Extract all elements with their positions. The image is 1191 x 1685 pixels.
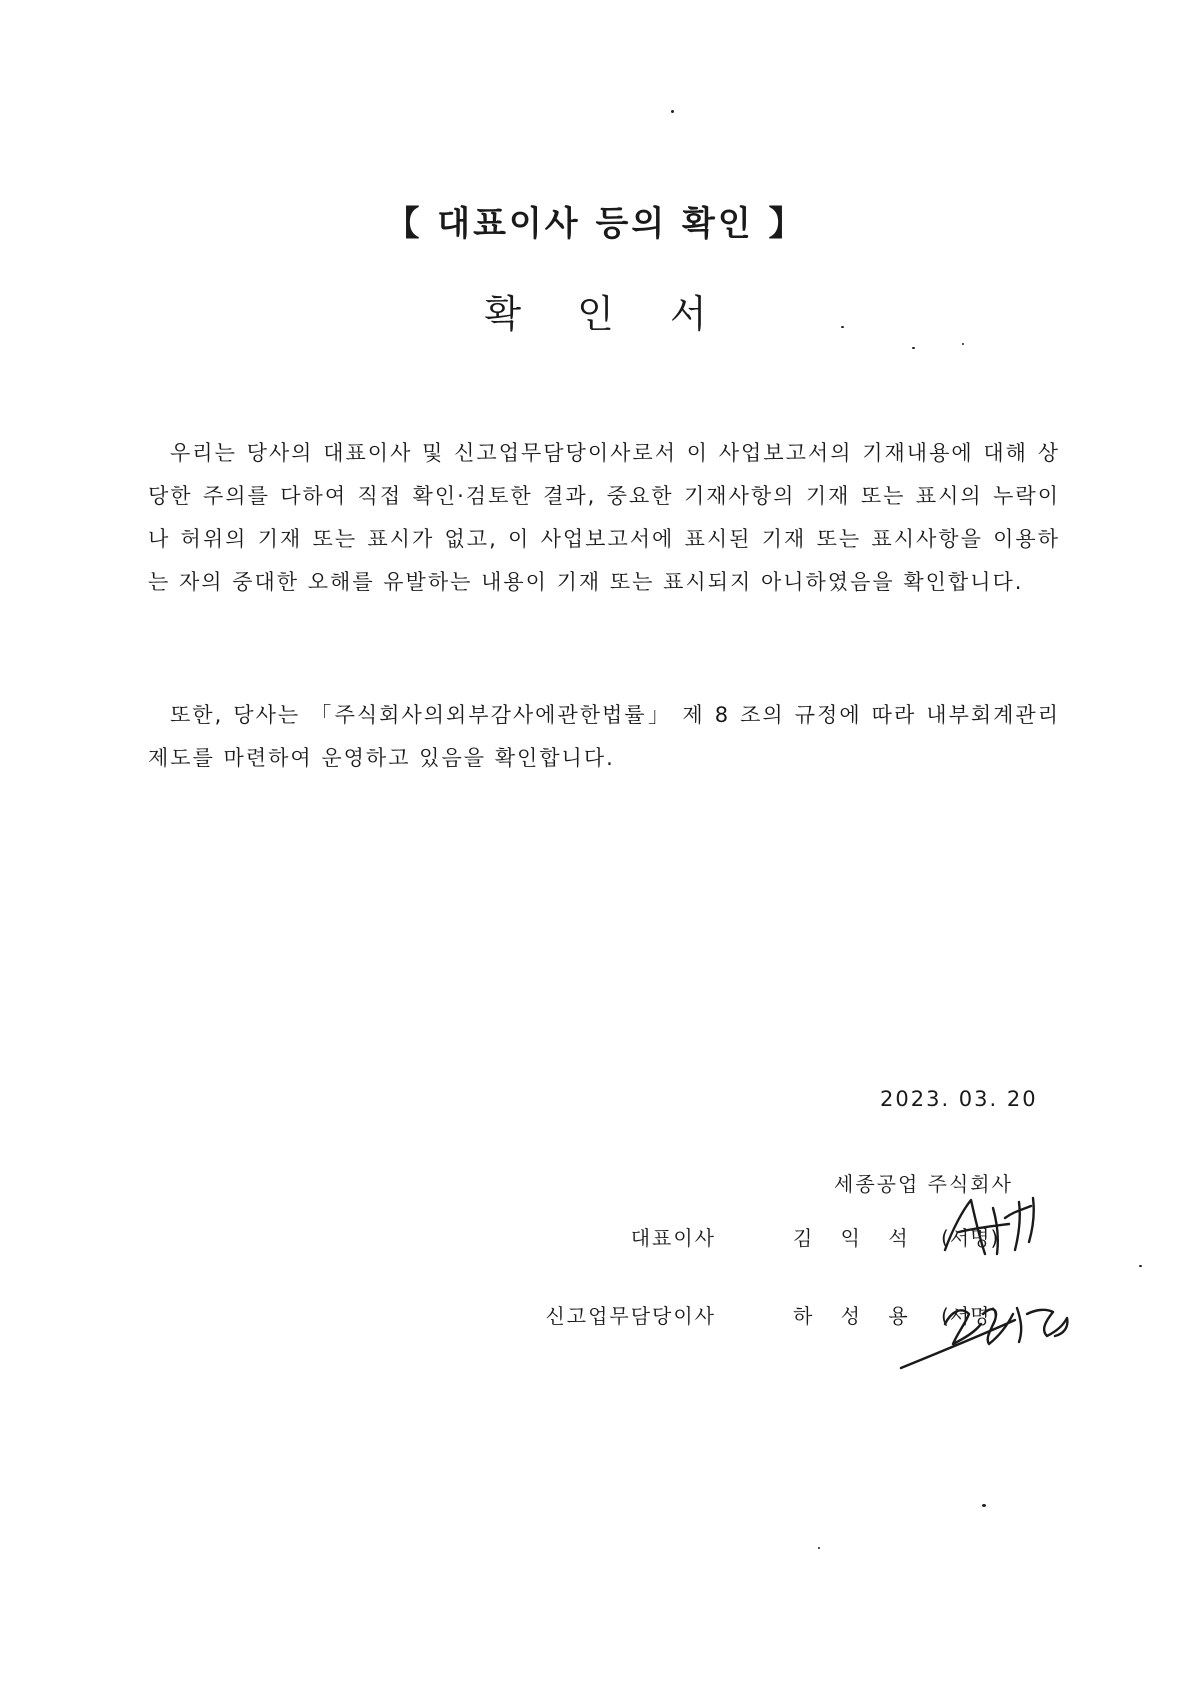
handwritten-signature-icon [895, 1284, 1095, 1374]
document-subtitle: 확 인 서 [484, 292, 729, 336]
scan-speck [982, 1504, 986, 1507]
handwritten-signature-icon [935, 1188, 1065, 1268]
scan-speck [841, 326, 844, 328]
signatory-name: 김 익 석 [793, 1226, 919, 1250]
signatory-role: 대표이사 [630, 1226, 716, 1250]
signatory-role: 신고업무담당이사 [545, 1304, 716, 1328]
signature-placeholder: (서명) [941, 1226, 1000, 1250]
signatory-name: 하 성 용 [793, 1304, 919, 1328]
document-date: 2023. 03. 20 [880, 1087, 1038, 1111]
company-name: 세종공업 주식회사 [834, 1172, 1013, 1196]
scan-speck [912, 347, 915, 349]
internal-control-paragraph: 또한, 당사는 「주식회사의외부감사에관한법률」 제 8 조의 규정에 따라 내부회계관리제도를 마련하여 운영하고 있음을 확인합니다. [148, 703, 1060, 770]
scan-speck [962, 343, 964, 345]
scan-speck [818, 1547, 820, 1549]
document-title: 【 대표이사 등의 확인 】 [385, 204, 806, 244]
confirmation-paragraph: 우리는 당사의 대표이사 및 신고업무담당이사로서 이 사업보고서의 기재내용에 대해 상당한 주의를 다하여 직접 확인·검토한 결과, 중요한 기재사항의 기재 또는 표시의 누락이나 허위의 기재 또는 표시가 없고, 이 사업보고서에 표시된 기재 또는 표시사항을 이용하는 자의 중대한 오해를 유발하는 내용이 기재 또는 표시되지 아니하였음을 확인합니다. [148, 441, 1060, 594]
scan-speck [1139, 1265, 1142, 1267]
signature-placeholder: (서명) [941, 1304, 1000, 1328]
scan-speck [671, 110, 674, 113]
